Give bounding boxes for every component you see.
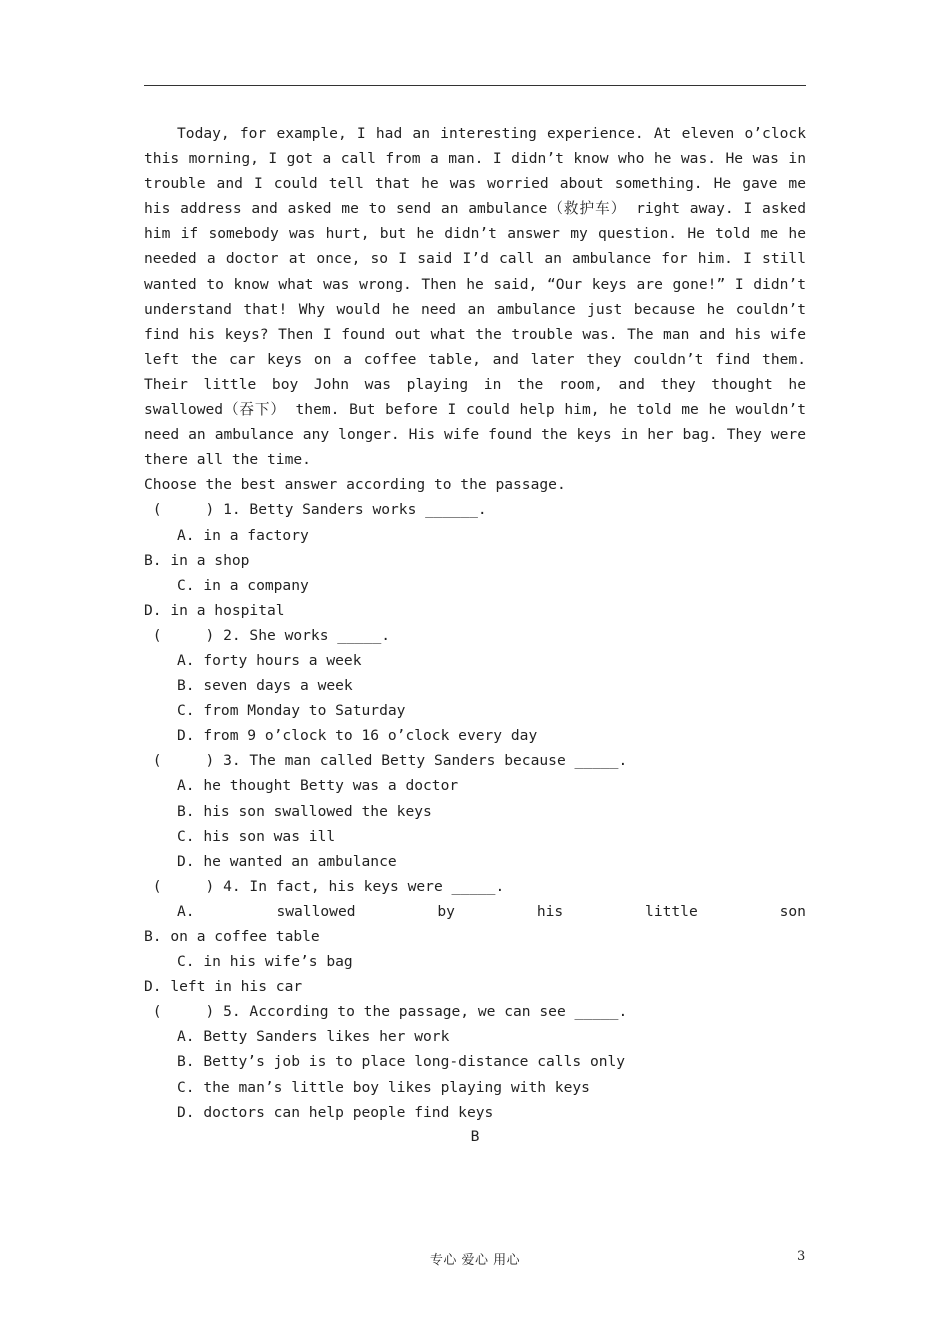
option-c: C. the man’s little boy likes playing with keys [177,1078,590,1096]
option-a-word: his [536,902,564,920]
option-b: B. on a coffee table [144,928,320,945]
option-b: B. seven days a week [177,677,353,695]
question-stem: ( ) 2. She works _____. [144,626,391,644]
option-c: C. in his wife’s bag [177,953,353,971]
option-d: D. left in his car [144,978,303,996]
option-a: A. he thought Betty was a doctor [177,777,459,795]
question-3 [144,748,806,873]
option-a: A. forty hours a week [177,651,362,669]
option-c: C. his son was ill [177,827,336,845]
option-d: D. he wanted an ambulance [177,852,397,870]
question-stem: ( ) 3. The man called Betty Sanders because _____. [144,752,628,770]
option-a [144,899,806,924]
option-d: D. doctors can help people find keys [177,1103,494,1121]
option-b: B. Betty’s job is to place long-distance calls only [177,1053,626,1071]
option-a: A. Betty Sanders likes her work [177,1028,450,1046]
option-d: D. in a hospital [144,601,285,619]
option-b: B. his son swallowed the keys [177,802,432,820]
instruction: Choose the best answer according to the passage. [144,476,566,494]
question-stem: ( ) 5. According to the passage, we can see _____. [144,1003,628,1021]
question-5 [144,999,806,1124]
question-stem: ( ) 1. Betty Sanders works ______. [144,501,487,519]
question-2 [144,623,806,748]
question-4 [144,874,806,999]
option-a-word: swallowed [276,902,356,920]
option-b: B. in a shop [144,551,250,569]
document-body [144,121,806,1125]
option-a: A. in a factory [177,526,309,544]
header-rule [144,85,806,86]
reading-passage: Today, for example, I had an interesting experience. At eleven o’clock this morning, I got a call from a man. I didn’t know who he was. He was in trouble and I could tell that he was worried about something. He gave me his address and asked me to send an ambulance（救护车） right away. I asked him if somebody was hurt, but he didn’t answer my question. He told me he needed a doctor at once, so I said I’d call an ambulance for him. I still wanted to know what was wrong. Then he said, “Our keys are gone!” I didn’t understand that! Why would he need an ambulance just because he couldn’t find his keys? Then I found out what the trouble was. The man and his wife left the car keys on a coffee table, and later they couldn’t find them. Their little boy John was playing in the room, and they thought he swallowed（吞下） them. But before I could help him, he told me he wouldn’t need an ambulance any longer. His wife found the keys in her bag. They were there all the time. [144,125,806,469]
option-a-word: by [437,902,455,920]
option-c: C. from Monday to Saturday [177,702,406,720]
option-a-word: son [779,902,806,920]
question-1 [144,497,806,622]
section-heading: B [470,1128,480,1145]
footer-motto: 专心 爱心 用心 [429,1253,521,1268]
option-d: D. from 9 o’clock to 16 o’clock every day [177,727,538,745]
option-a-word: little [645,902,698,920]
option-c: C. in a company [177,576,309,594]
page-number: 3 [797,1249,806,1264]
option-a-word: A. [177,902,195,920]
question-stem: ( ) 4. In fact, his keys were _____. [144,877,505,895]
